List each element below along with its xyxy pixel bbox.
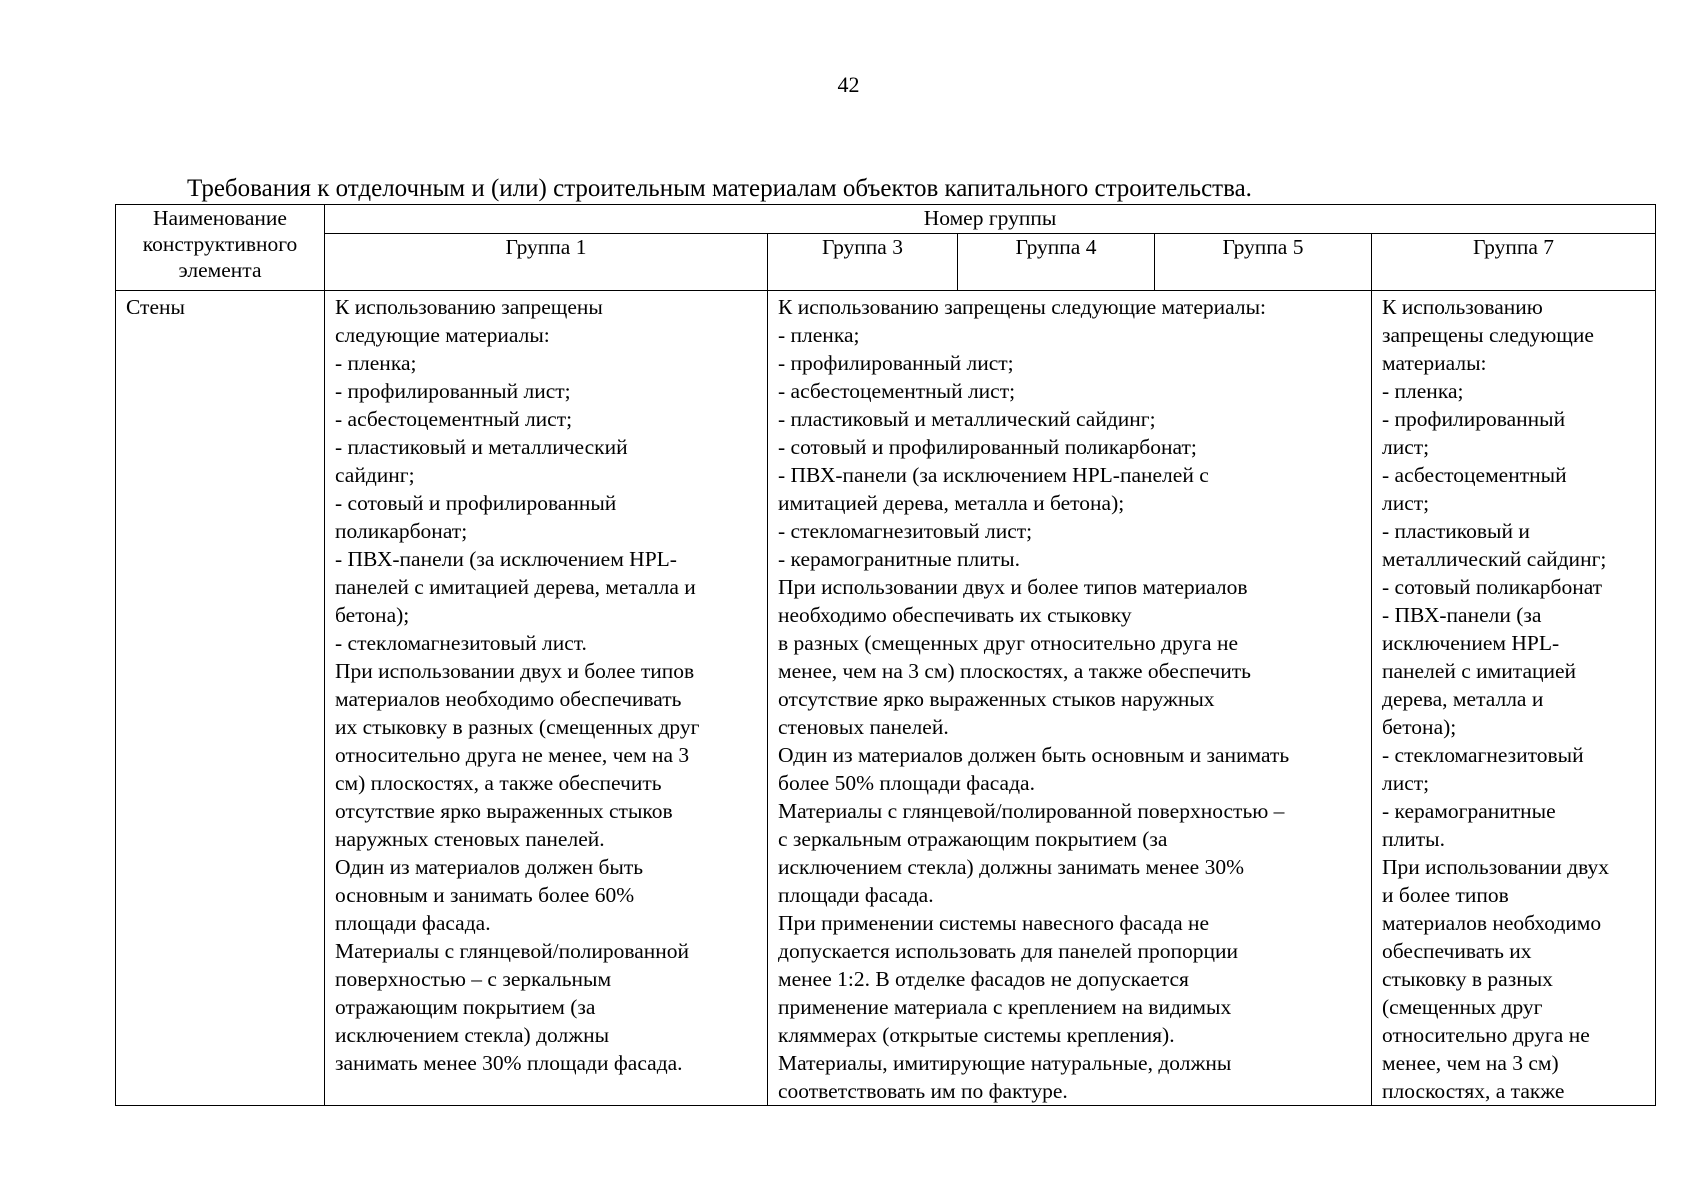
requirement-line: - асбестоцементный лист; bbox=[335, 407, 573, 431]
requirement-line: - профилированный bbox=[1382, 407, 1566, 431]
requirement-line: площади фасада. bbox=[335, 911, 491, 935]
requirement-line: - пластиковый и bbox=[1382, 519, 1530, 543]
requirement-line: металлический сайдинг; bbox=[1382, 547, 1607, 571]
requirement-line: см) плоскостях, а также обеспечить bbox=[335, 771, 662, 795]
requirement-line: - асбестоцементный bbox=[1382, 463, 1567, 487]
requirement-line: более 50% площади фасада. bbox=[778, 771, 1035, 795]
requirement-line: материалов необходимо bbox=[1382, 911, 1602, 935]
requirement-line: - асбестоцементный лист; bbox=[778, 379, 1016, 403]
requirement-line: Один из материалов должен быть основным и занимать bbox=[778, 743, 1290, 767]
requirement-line: и более типов bbox=[1382, 883, 1509, 907]
requirement-line: основным и занимать более 60% bbox=[335, 883, 635, 907]
requirement-line: плоскостях, а также bbox=[1382, 1079, 1565, 1103]
requirement-line: При использовании двух bbox=[1382, 855, 1609, 879]
requirement-line: бетона); bbox=[335, 603, 410, 627]
table-row-walls bbox=[116, 291, 1656, 1106]
requirement-line: стеновых панелей. bbox=[778, 715, 949, 739]
requirement-line: отражающим покрытием (за bbox=[335, 995, 596, 1019]
requirement-line: - профилированный лист; bbox=[778, 351, 1014, 375]
requirement-line: следующие материалы: bbox=[335, 323, 550, 347]
requirement-line: - пластиковый и металлический bbox=[335, 435, 628, 459]
requirement-line: дерева, металла и bbox=[1382, 687, 1544, 711]
element-name-header-line: элемента bbox=[178, 258, 262, 282]
requirement-line: При применении системы навесного фасада не bbox=[778, 911, 1210, 935]
requirement-line: отсутствие ярко выраженных стыков bbox=[335, 799, 673, 823]
group-1-header: Группа 1 bbox=[325, 234, 768, 291]
requirement-line: - пластиковый и металлический сайдинг; bbox=[778, 407, 1156, 431]
requirement-line: относительно друга не менее, чем на 3 bbox=[335, 743, 690, 767]
requirement-line: допускается использовать для панелей пропорции bbox=[778, 939, 1238, 963]
requirement-line: материалы: bbox=[1382, 351, 1487, 375]
requirement-line: - ПВХ-панели (за bbox=[1382, 603, 1542, 627]
group-number-header: Номер группы bbox=[325, 205, 1656, 234]
requirement-line: имитацией дерева, металла и бетона); bbox=[778, 491, 1125, 515]
requirement-line: применение материала с креплением на видимых bbox=[778, 995, 1232, 1019]
group-7-header: Группа 7 bbox=[1372, 234, 1656, 291]
requirement-line: необходимо обеспечивать их стыковку bbox=[778, 603, 1132, 627]
requirement-line: Материалы с глянцевой/полированной поверхностью – bbox=[778, 799, 1285, 823]
page-number: 42 bbox=[837, 72, 860, 97]
requirement-line: панелей с имитацией дерева, металла и bbox=[335, 575, 696, 599]
requirement-line: лист; bbox=[1382, 435, 1430, 459]
requirement-line: - стекломагнезитовый bbox=[1382, 743, 1584, 767]
requirement-line: панелей с имитацией bbox=[1382, 659, 1577, 683]
requirement-line: менее 1:2. В отделке фасадов не допускается bbox=[778, 967, 1189, 991]
requirement-line: К использованию запрещены следующие материалы: bbox=[778, 295, 1267, 319]
requirement-line: При использовании двух и более типов bbox=[335, 659, 695, 683]
group-3-4-5-requirements bbox=[768, 291, 1372, 1106]
requirement-line: Материалы с глянцевой/полированной bbox=[335, 939, 690, 963]
requirement-line: - керамогранитные плиты. bbox=[778, 547, 1020, 571]
requirement-line: отсутствие ярко выраженных стыков наружных bbox=[778, 687, 1215, 711]
element-name-header bbox=[116, 205, 325, 291]
requirement-line: Один из материалов должен быть bbox=[335, 855, 644, 879]
requirement-line: лист; bbox=[1382, 491, 1430, 515]
requirement-line: При использовании двух и более типов материалов bbox=[778, 575, 1248, 599]
requirement-line: - пленка; bbox=[335, 351, 417, 375]
requirement-line: сайдинг; bbox=[335, 463, 415, 487]
requirement-line: материалов необходимо обеспечивать bbox=[335, 687, 682, 711]
requirement-line: - пленка; bbox=[1382, 379, 1464, 403]
requirement-line: - стекломагнезитовый лист; bbox=[778, 519, 1033, 543]
table-header-row-1 bbox=[116, 205, 1656, 234]
requirement-line: менее, чем на 3 см) плоскостях, а также обеспечить bbox=[778, 659, 1251, 683]
requirement-line: лист; bbox=[1382, 771, 1430, 795]
requirement-line: поликарбонат; bbox=[335, 519, 468, 543]
requirement-line: их стыковку в разных (смещенных друг bbox=[335, 715, 700, 739]
requirement-line: относительно друга не bbox=[1382, 1023, 1590, 1047]
requirement-line: - ПВХ-панели (за исключением HPL- bbox=[335, 547, 677, 571]
requirement-line: занимать менее 30% площади фасада. bbox=[335, 1051, 683, 1075]
requirement-line: (смещенных друг bbox=[1382, 995, 1543, 1019]
row-label-walls: Стены bbox=[116, 291, 325, 1106]
requirement-line: - ПВХ-панели (за исключением HPL-панелей с bbox=[778, 463, 1209, 487]
element-name-header-line: конструктивного bbox=[142, 232, 298, 256]
requirement-line: плиты. bbox=[1382, 827, 1445, 851]
requirement-line: - сотовый и профилированный поликарбонат; bbox=[778, 435, 1197, 459]
requirement-line: - сотовый и профилированный bbox=[335, 491, 617, 515]
requirement-line: исключением стекла) должны занимать менее 30% bbox=[778, 855, 1244, 879]
requirement-line: К использованию запрещены bbox=[335, 295, 603, 319]
group-1-requirements bbox=[325, 291, 768, 1106]
requirement-line: - профилированный лист; bbox=[335, 379, 571, 403]
requirement-line: стыковку в разных bbox=[1382, 967, 1553, 991]
requirement-line: - пленка; bbox=[778, 323, 860, 347]
group-5-header: Группа 5 bbox=[1155, 234, 1372, 291]
requirement-line: К использованию bbox=[1382, 295, 1543, 319]
group-7-requirements bbox=[1372, 291, 1656, 1106]
requirement-line: в разных (смещенных друг относительно друга не bbox=[778, 631, 1239, 655]
table-header-row-2 bbox=[116, 234, 1656, 291]
requirement-line: бетона); bbox=[1382, 715, 1457, 739]
requirement-line: поверхностью – с зеркальным bbox=[335, 967, 612, 991]
group-3-header: Группа 3 bbox=[768, 234, 958, 291]
requirement-line: менее, чем на 3 см) bbox=[1382, 1051, 1559, 1075]
element-name-header-line: Наименование bbox=[153, 206, 287, 230]
requirements-table bbox=[115, 204, 1656, 1106]
requirement-line: соответствовать им по фактуре. bbox=[778, 1079, 1068, 1103]
group-4-header: Группа 4 bbox=[958, 234, 1155, 291]
requirement-line: наружных стеновых панелей. bbox=[335, 827, 605, 851]
requirement-line: - керамогранитные bbox=[1382, 799, 1556, 823]
requirement-line: исключением стекла) должны bbox=[335, 1023, 610, 1047]
requirement-line: запрещены следующие bbox=[1382, 323, 1594, 347]
requirement-line: исключением HPL- bbox=[1382, 631, 1560, 655]
requirement-line: - сотовый поликарбонат bbox=[1382, 575, 1603, 599]
document-title: Требования к отделочным и (или) строительным материалам объектов капитального строительства. bbox=[187, 175, 1252, 202]
requirement-line: с зеркальным отражающим покрытием (за bbox=[778, 827, 1168, 851]
requirement-line: - стекломагнезитовый лист. bbox=[335, 631, 587, 655]
requirement-line: площади фасада. bbox=[778, 883, 934, 907]
requirement-line: обеспечивать их bbox=[1382, 939, 1532, 963]
requirement-line: Материалы, имитирующие натуральные, должны bbox=[778, 1051, 1232, 1075]
requirement-line: кляммерах (открытые системы крепления). bbox=[778, 1023, 1175, 1047]
